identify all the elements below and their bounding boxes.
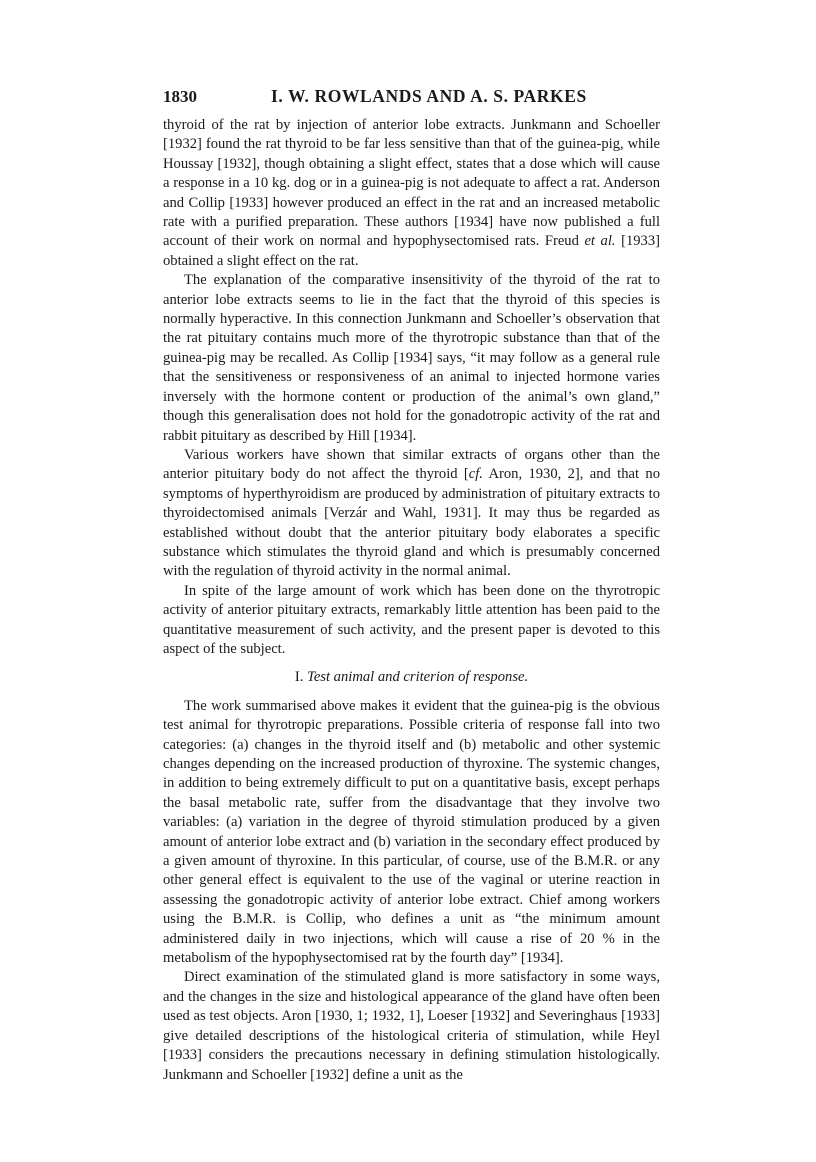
page-header <box>163 86 660 110</box>
page-number: 1830 <box>163 87 197 106</box>
section-heading <box>163 668 660 687</box>
page <box>163 86 660 1085</box>
paragraph: In spite of the large amount of work which has been done on the thyrotropic activity of anterior pituitary extracts, remarkably little attention has been paid to the quantitative measurement of such activity, and the present paper is devoted to this aspect of the subject. <box>163 582 660 657</box>
section-title: Test animal and criterion of response. <box>307 669 529 686</box>
paragraph: thyroid of the rat by injection of anterior lobe extracts. Junkmann and Schoeller [1932] found the rat thyroid to be far less sensitive than that of the guinea-pig, while Houssay [1932], though obtaining a slight effect, states that a dose which will cause a response in a 10 kg. dog or in a guinea-pig is not adequate to affect a rat. Anderson and Collip [1933] however produced an effect in the rat and an increased metabolic rate with a purified preparation. These authors [1934] have now published a full account of their work on normal and hypophysectomised rats. Freud et al. [1933] obtained a slight effect on the rat. <box>163 117 661 269</box>
paragraph: The explanation of the comparative insensitivity of the thyroid of the rat to anterior lobe extracts seems to lie in the fact that the thyroid of this species is normally hyperactive. In this connection Junkmann and Schoeller’s observation that the rat pituitary contains much more of the thyrotropic substance than that of the guinea-pig may be recalled. As Collip [1934] says, “it may follow as a general rule that the sensitiveness or responsiveness of an animal to injected hormone varies inversely with the hormone content or production of the animal’s own gland,” though this generalisation does not hold for the gonadotropic activity of the rat and rabbit pituitary as described by Hill [1934]. <box>163 272 660 444</box>
paragraph: Direct examination of the stimulated gland is more satisfactory in some ways, and the changes in the size and histological appearance of the gland have often been used as test objects. Aron [1930, 1; 1932, 1], Loeser [1932] and Severinghaus [1933] give detailed descriptions of the histological criteria of stimulation, while Heyl [1933] considers the precautions necessary in defining stimulation histologically. Junkmann and Schoeller [1932] define a unit as the <box>163 969 660 1083</box>
running-head: I. W. ROWLANDS AND A. S. PARKES <box>271 86 587 106</box>
paragraph: The work summarised above makes it evident that the guinea-pig is the obvious test animal for thyrotropic preparations. Possible criteria of response fall into two categories: (a) changes in the thyroid itself and (b) metabolic and other systemic changes depending on the increased production of thyroxine. The systemic changes, in addition to being extremely difficult to put on a quantitative basis, except perhaps the basal metabolic rate, suffer from the disadvantage that they involve two variables: (a) variation in the degree of thyroid stimulation produced by a given amount of anterior lobe extract and (b) variation in the secondary effect produced by a given amount of thyroxine. In this particular, of course, use of the B.M.R. or any other general effect is equivalent to the use of the vaginal or uterine reaction in assessing the gonadotropic activity of anterior lobe extract. Chief among workers using the B.M.R. is Collip, who defines a unit as “the minimum amount administered daily in two injections, which will cause a rise of 20 % in the metabolism of the hypophysectomised rat by the fourth day” [1934]. <box>163 697 660 967</box>
body-text <box>163 116 660 1085</box>
paragraph: Various workers have shown that similar extracts of organs other than the anterior pituitary body do not affect the thyroid [cf. Aron, 1930, 2], and that no symptoms of hyperthyroidism are produced by administration of pituitary extracts to thyroidectomised animals [Verzár and Wahl, 1931]. It may thus be regarded as established without doubt that the anterior pituitary body elaborates a specific substance which stimulates the thyroid gland and which is presumably concerned with the regulation of thyroid activity in the normal animal. <box>163 446 660 580</box>
section-number: I. <box>294 669 304 686</box>
